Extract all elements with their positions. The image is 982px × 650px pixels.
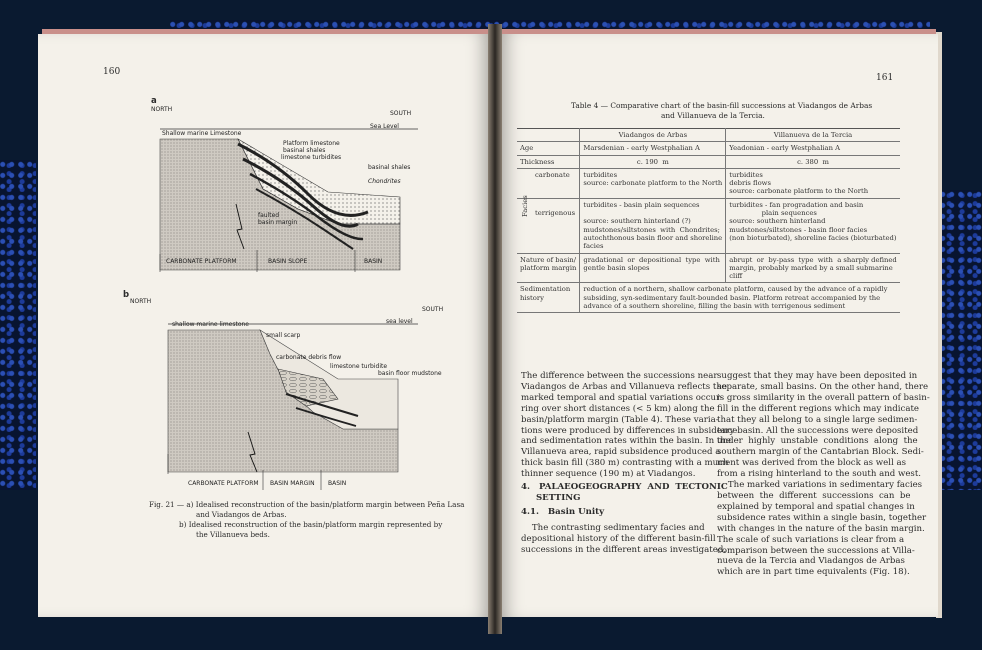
cover-pattern-left [0,160,36,490]
fig-a-basin: BASIN [364,258,383,265]
left-page [38,34,493,617]
row-sedimentation: Sedimentation history [517,283,580,313]
cell-terr-b: turbidites - fan progradation and basin plain sequences source: southern hinterland mudstones/siltstones - basin floor facies (non bioturbated), shoreline facies (bioturbated) [726,198,900,253]
fig-a-platform: Platform limestone [283,140,340,147]
col-head-villanueva: Villanueva de la Tercia [726,129,900,142]
caption-line-3: b) Idealised reconstruction of the basin/platform margin represented by [179,520,443,529]
fig-a-basin-slope: BASIN SLOPE [268,258,308,265]
fig-a-south: SOUTH [390,110,412,117]
subsection-heading: 4.1. Basin Unity [521,507,605,517]
column-2-text: suggest that they may have been deposited in separate, small basins. On the other hand, there is gross similarity in the overall pattern of basin- fill in the different regions which may indicate that they all belong to a single large sedimen- tary basin. All the successions were deposited under highly unstable conditions along the southern margin of the Cantabrian Block. Sedi- ment was derived from the block as well as from a rising hinterland to the south and west. The marked variations in sedimentary facies between the different successions can be explained by temporal and spatial changes in subsidence rates within a single basin, together with changes in the nature of the basin margin. The scale of such variations is clear from a comparison between the successions at Villa- nueva de la Tercia and Viadangos de Arbas which are in part time equivalents (Fig. 18). [717,371,930,578]
right-page [497,34,938,617]
row-age: Age [517,142,580,155]
cell-carb-a: turbidites source: carbonate platform to the North [580,168,726,198]
section-heading: 4. PALAEOGEOGRAPHY AND TECTONIC SETTING [521,482,728,503]
cell-nature-a: gradational or depositional type with gentle basin slopes [580,253,726,283]
fig-a-label: a [151,96,157,106]
fig-a-carbonate-platform: CARBONATE PLATFORM [166,258,237,265]
cell-terr-a: turbidites - basin plain sequences source: southern hinterland (?) mudstones/siltstones with Chondrites; autochthonous basin floor and shoreline facies [580,198,726,253]
cell-sedimentation: reduction of a northern, shallow carbonate platform, caused by the advance of a rapidly subsiding, syn-sedimentary fault-bounded basin. Platform retreat accompanied by the advance of a southern shoreline, filling the basin with terrigenous sediment [580,283,900,313]
fig-a-chondrites: Chondrites [368,178,401,185]
fig-b-sea-level: sea level [386,318,413,325]
fig-a-faulted: faulted [258,212,280,219]
fig-b-turbidite: limestone turbidite [330,363,388,370]
caption-line-2: and Viadangos de Arbas. [196,510,287,519]
fig-b-carbonate-platform: CARBONATE PLATFORM [188,480,259,487]
fig-a-shallow: Shallow marine Limestone [162,130,242,137]
cover-pattern-right [940,190,982,490]
cell-carb-b: turbidites debris flows source: carbonate platform to the North [726,168,900,198]
caption-line-4: the Villanueva beds. [196,530,270,539]
cell-nature-b: abrupt or by-pass type with a sharply defined margin, probably marked by a small submarine cliff [726,253,900,283]
column-1-continued: The contrasting sedimentary facies and depositional history of the different basin-fill successions in the different areas investigated, [521,523,727,555]
page-number-left: 160 [103,67,121,77]
row-thickness: Thickness [517,155,580,168]
fig-b-mudstone: basin floor mudstone [378,370,442,377]
fig-b-label: b [123,290,130,300]
cell-thick-b: c. 380 m [726,155,900,168]
page-number-right: 161 [876,73,894,83]
row-carbonate: carbonate [517,168,580,198]
table-title-line-1: Table 4 — Comparative chart of the basin-fill successions at Viadangos de Arbas [571,101,873,110]
book-gutter [488,24,502,634]
caption-line-1: Fig. 21 — a) Idealised reconstruction of the basin/platform margin between Peña Lasa [149,500,465,509]
facies-label: Facies [521,195,529,217]
cell-thick-a: c. 190 m [580,155,726,168]
fig-b-basin-margin: BASIN MARGIN [270,480,315,487]
cell-age-a: Marsdenian - early Westphalian A [580,142,726,155]
fig-a-basinal-shales-1: basinal shales [283,147,326,154]
fig-a-basin-margin: basin margin [258,219,298,226]
fig-a-sea-level: Sea Level [370,123,399,130]
comparison-table [517,128,900,313]
table-title-line-2: and Villanueva de la Tercia. [661,111,765,120]
fig-a-basinal-shales-2: basinal shales [368,164,411,171]
column-1-text: The difference between the successions near Viadangos de Arbas and Villanueva reflects the marked temporal and spatial variations occur- ring over short distances (< 5 km) along the basin/platform margin (Table 4). These varia- tions were produced by differences in subsidence and sedimentation rates within the basin. In the Villanueva area, rapid subsidence produced a thick basin fill (380 m) contrasting with a much thinner sequence (190 m) at Viadangos. [521,371,738,480]
fig-a-limestone-turbidites: limestone turbidites [281,154,342,161]
row-nature: Nature of basin/ platform margin [517,253,580,283]
cell-age-b: Yeadonian - early Westphalian A [726,142,900,155]
fig-a-north: NORTH [151,106,173,113]
fig-b-north: NORTH [130,298,152,305]
fig-b-south: SOUTH [422,306,444,313]
fig-b-debris: carbonate debris flow [276,354,342,361]
fig-b-shallow: shallow marine limestone [172,321,249,328]
col-head-viadangos: Viadangos de Arbas [580,129,726,142]
row-terrigenous: terrigenous [517,198,580,253]
fig-b-basin: BASIN [328,480,347,487]
fig-b-scarp: small scarp [266,332,301,339]
